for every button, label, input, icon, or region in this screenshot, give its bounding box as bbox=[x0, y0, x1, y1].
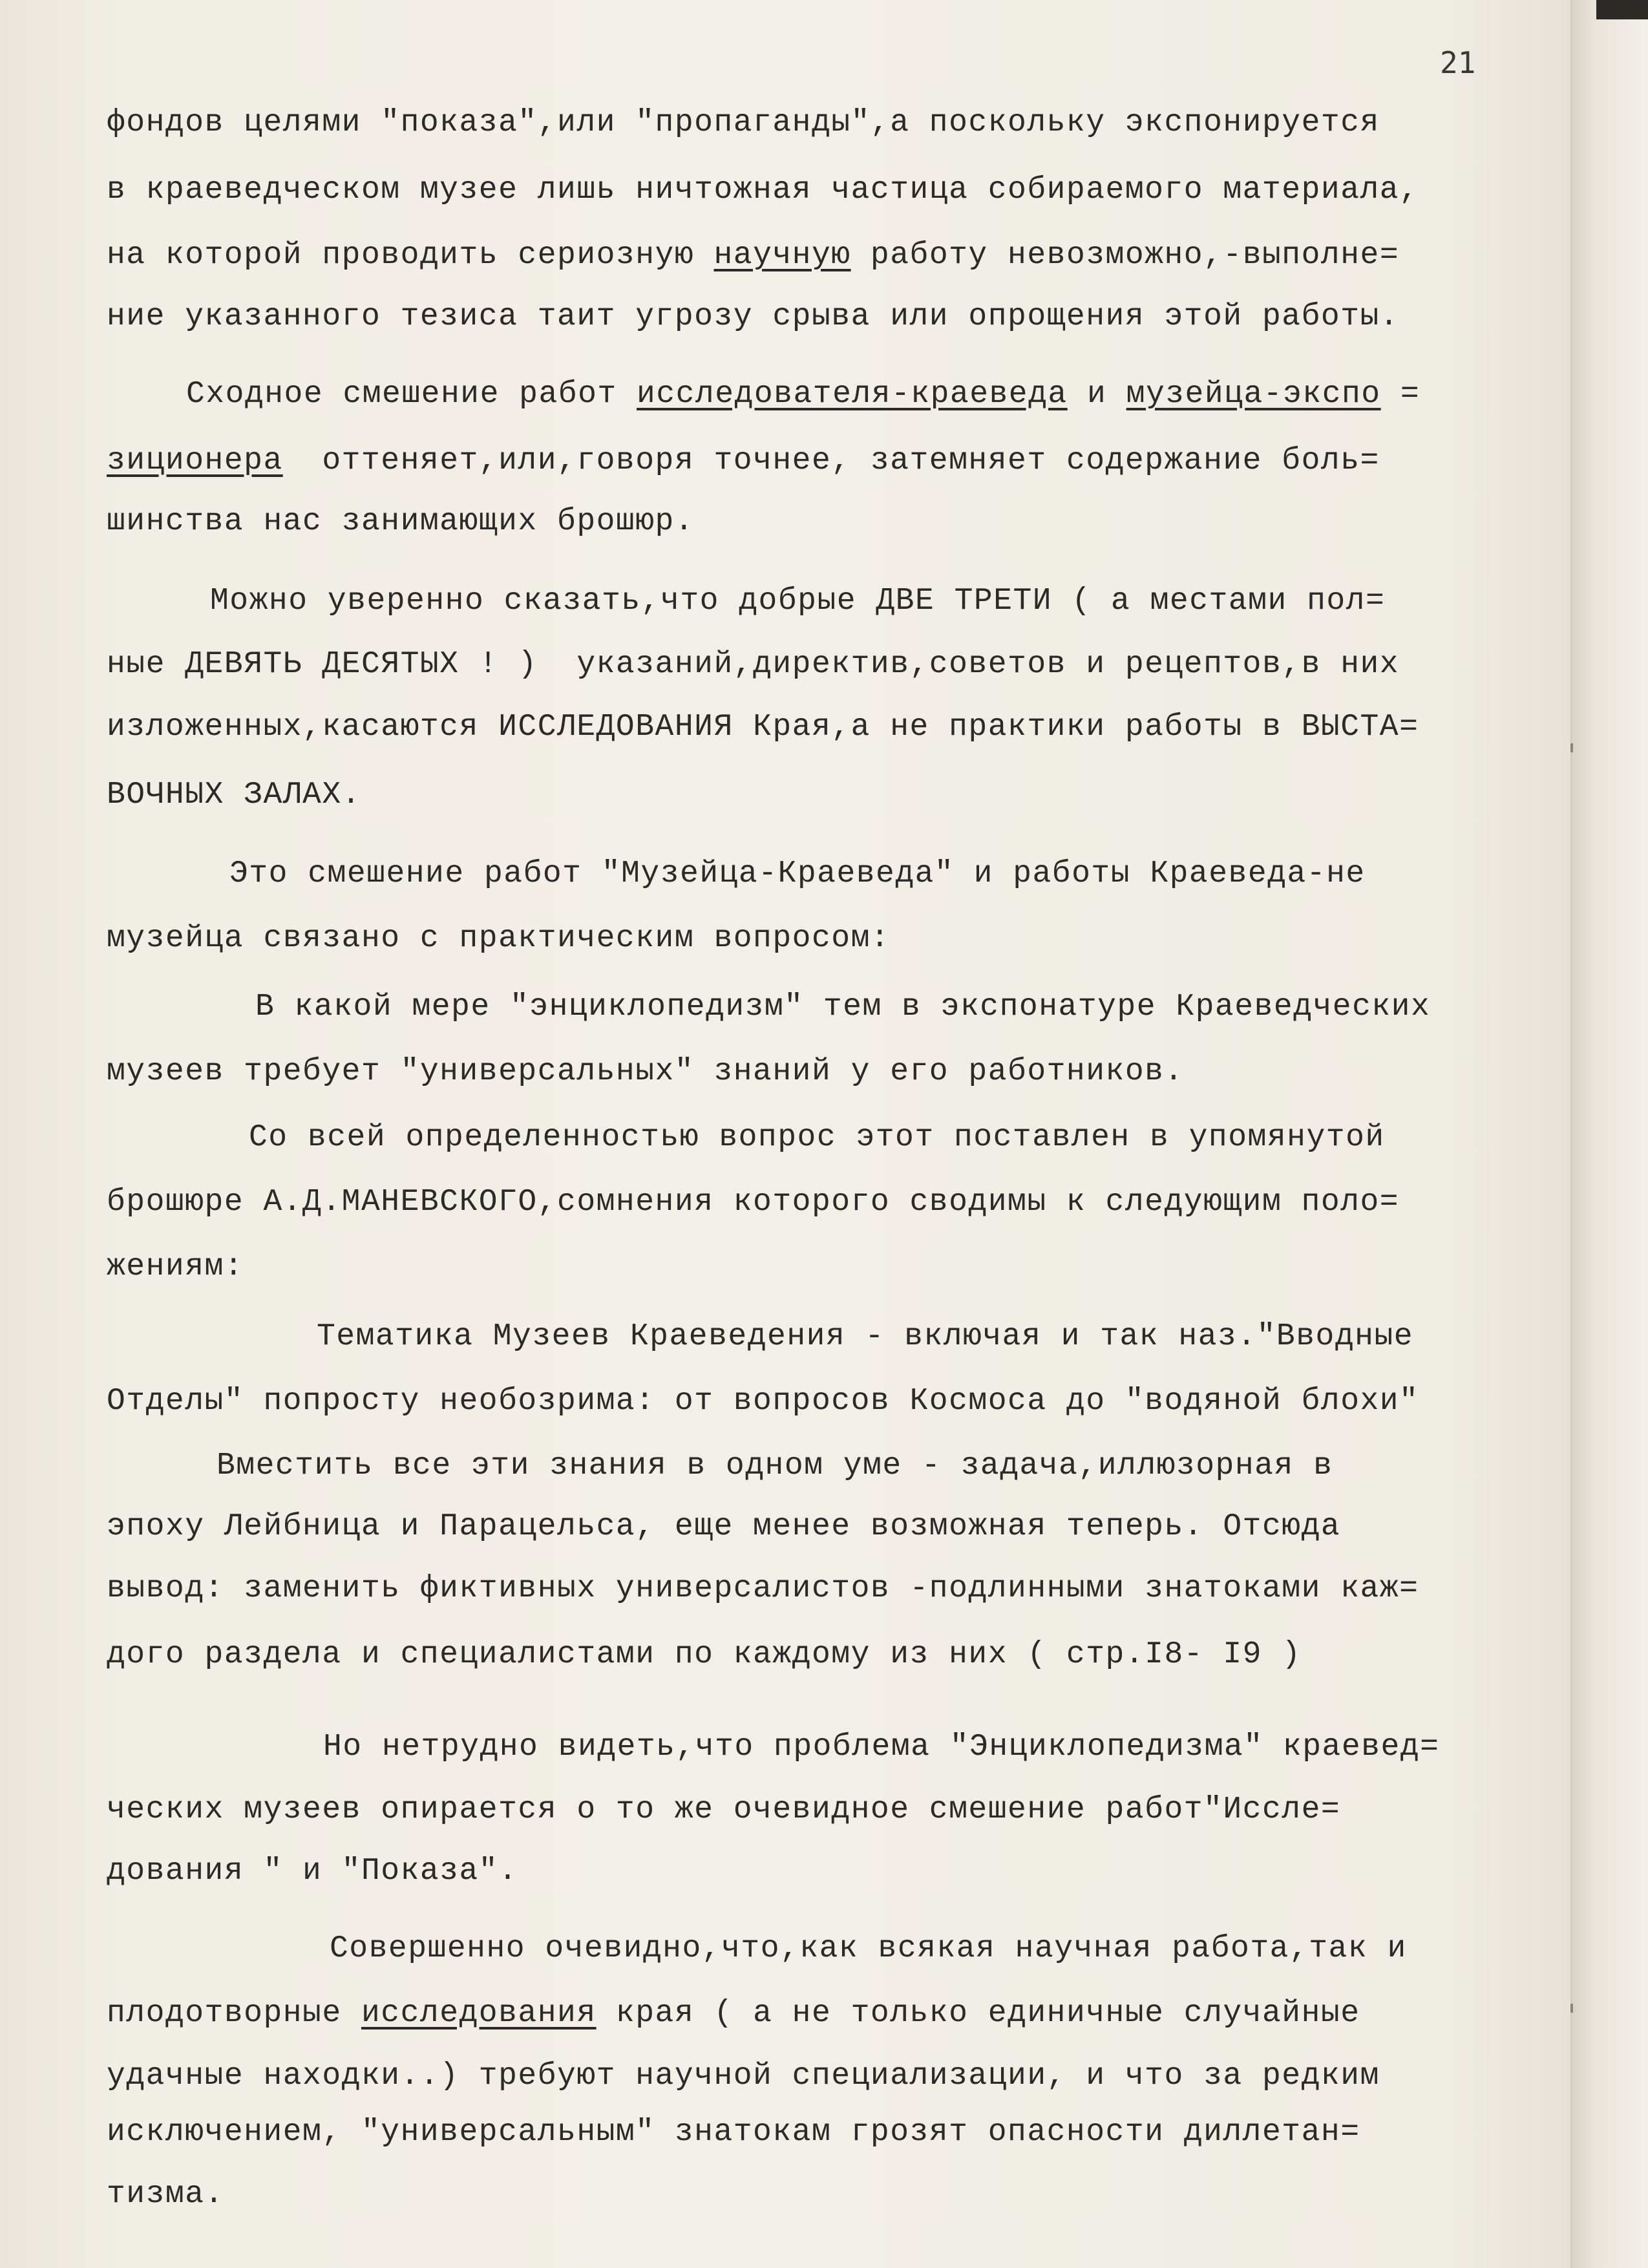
text-segment: плодотворные bbox=[107, 1996, 361, 2031]
text-line bbox=[317, 1317, 1413, 1356]
text-segment: края ( а не только единичные случайные bbox=[596, 1996, 1360, 2031]
text-segment: ные ДЕВЯТЬ ДЕСЯТЫХ ! ) указаний,директив,советов и рецептов,в них bbox=[107, 647, 1400, 682]
underlined-text: зиционера bbox=[107, 443, 283, 478]
text-segment: работу невозможно,-выполне= bbox=[850, 238, 1400, 273]
text-line bbox=[107, 1635, 1302, 1674]
text-segment: удачные находки..) требуют научной специализации, и что за редким bbox=[107, 2059, 1380, 2093]
text-segment: изложенных,касаются ИССЛЕДОВАНИЯ Края,а не практики работы в ВЫСТА= bbox=[107, 710, 1419, 745]
text-line bbox=[107, 2057, 1380, 2095]
text-line bbox=[107, 776, 361, 814]
text-line bbox=[107, 919, 890, 958]
underlying-sheet-edge bbox=[1570, 0, 1648, 2268]
underlined-text: научную bbox=[713, 238, 851, 273]
text-segment: дого раздела и специалистами по каждому из них ( стр.I8- I9 ) bbox=[107, 1637, 1302, 1672]
text-segment: музеев требует "универсальных" знаний у его работников. bbox=[107, 1054, 1184, 1089]
text-segment: ческих музеев опирается о то же очевидное смешение работ"Иссле= bbox=[107, 1792, 1341, 1827]
text-segment: жениям: bbox=[107, 1249, 244, 1284]
text-line bbox=[107, 1183, 1399, 1222]
text-line bbox=[107, 171, 1419, 209]
text-segment: Это смешение работ "Музейца-Краеведа" и работы Краеведа-не bbox=[229, 856, 1366, 891]
text-segment: шинства нас занимающих брошюр. bbox=[107, 504, 695, 539]
underlined-text: музейца-экспо bbox=[1126, 377, 1381, 412]
text-segment: фондов целями "показа",или "пропаганды",а поскольку экспонируется bbox=[107, 105, 1380, 140]
text-segment: на которой проводить сериозную bbox=[107, 238, 714, 273]
text-segment: дования " и "Показа". bbox=[107, 1854, 518, 1889]
text-line bbox=[323, 1728, 1439, 1766]
text-line bbox=[107, 1852, 518, 1891]
text-segment: = bbox=[1380, 377, 1421, 412]
text-line bbox=[107, 1382, 1419, 1421]
text-segment: эпоху Лейбница и Парацельса, еще менее возможная теперь. Отсюда bbox=[107, 1509, 1341, 1544]
text-line bbox=[217, 1447, 1333, 1485]
text-line bbox=[107, 441, 1380, 480]
text-line bbox=[107, 1507, 1340, 1546]
text-segment: Совершенно очевидно,что,как всякая научная работа,так и bbox=[330, 1931, 1407, 1966]
text-line bbox=[107, 645, 1399, 684]
text-segment: вывод: заменить фиктивных универсалистов -подлинными знатоками каж= bbox=[107, 1571, 1419, 1606]
text-line bbox=[229, 854, 1366, 893]
text-segment: Вместить все эти знания в одном уме - задача,иллюзорная в bbox=[217, 1448, 1333, 1483]
margin-mark bbox=[1570, 743, 1573, 752]
text-line bbox=[107, 236, 1399, 275]
text-segment: Сходное смешение работ bbox=[186, 377, 637, 412]
underlined-text: исследователя-краеведа bbox=[637, 377, 1068, 412]
text-line bbox=[107, 708, 1419, 747]
text-segment: тизма. bbox=[107, 2177, 224, 2212]
page-number: 21 bbox=[1440, 45, 1476, 80]
text-segment: и bbox=[1067, 377, 1126, 412]
text-line bbox=[249, 1118, 1385, 1157]
text-segment: Но нетрудно видеть,что проблема "Энциклопедизма" краевед= bbox=[323, 1730, 1440, 1765]
text-line bbox=[107, 502, 694, 541]
text-line bbox=[107, 2175, 224, 2214]
text-line bbox=[107, 297, 1399, 336]
text-segment: Со всей определенностью вопрос этот поставлен в упомянутой bbox=[249, 1120, 1385, 1155]
scan-corner-shadow bbox=[1596, 0, 1648, 19]
text-line bbox=[210, 582, 1385, 620]
margin-mark bbox=[1570, 2004, 1573, 2013]
text-line bbox=[107, 1247, 244, 1286]
text-segment: ВОЧНЫХ ЗАЛАХ. bbox=[107, 778, 361, 812]
text-segment: В какой мере "энциклопедизм" тем в экспонатуре Краеведческих bbox=[255, 990, 1431, 1024]
text-line bbox=[107, 1994, 1360, 2033]
text-line bbox=[107, 1052, 1184, 1091]
edge-marks bbox=[1486, 26, 1570, 2223]
text-segment: исключением, "универсальным" знатокам грозят опасности диллетан= bbox=[107, 2115, 1360, 2150]
text-line bbox=[330, 1929, 1407, 1968]
text-line bbox=[107, 1790, 1340, 1829]
text-segment: в краеведческом музее лишь ничтожная частица собираемого материала, bbox=[107, 173, 1419, 207]
text-segment: ние указанного тезиса таит угрозу срыва или опрощения этой работы. bbox=[107, 299, 1400, 334]
text-segment: оттеняет,или,говоря точнее, затемняет содержание боль= bbox=[282, 443, 1380, 478]
text-segment: брошюре А.Д.МАНЕВСКОГО,сомнения которого сводимы к следующим поло= bbox=[107, 1185, 1400, 1220]
text-segment: Тематика Музеев Краеведения - включая и так наз."Вводные bbox=[317, 1319, 1414, 1354]
text-segment: Отделы" попросту необозрима: от вопросов Космоса до "водяной блохи" bbox=[107, 1384, 1419, 1419]
underlined-text: исследования bbox=[361, 1996, 597, 2031]
text-line bbox=[255, 988, 1430, 1026]
text-line bbox=[107, 103, 1380, 142]
text-line bbox=[186, 375, 1420, 414]
text-segment: Можно уверенно сказать,что добрые ДВЕ ТРЕТИ ( а местами пол= bbox=[210, 584, 1386, 619]
text-line bbox=[107, 2113, 1360, 2152]
text-line bbox=[107, 1569, 1419, 1608]
text-segment: музейца связано с практическим вопросом: bbox=[107, 921, 891, 956]
